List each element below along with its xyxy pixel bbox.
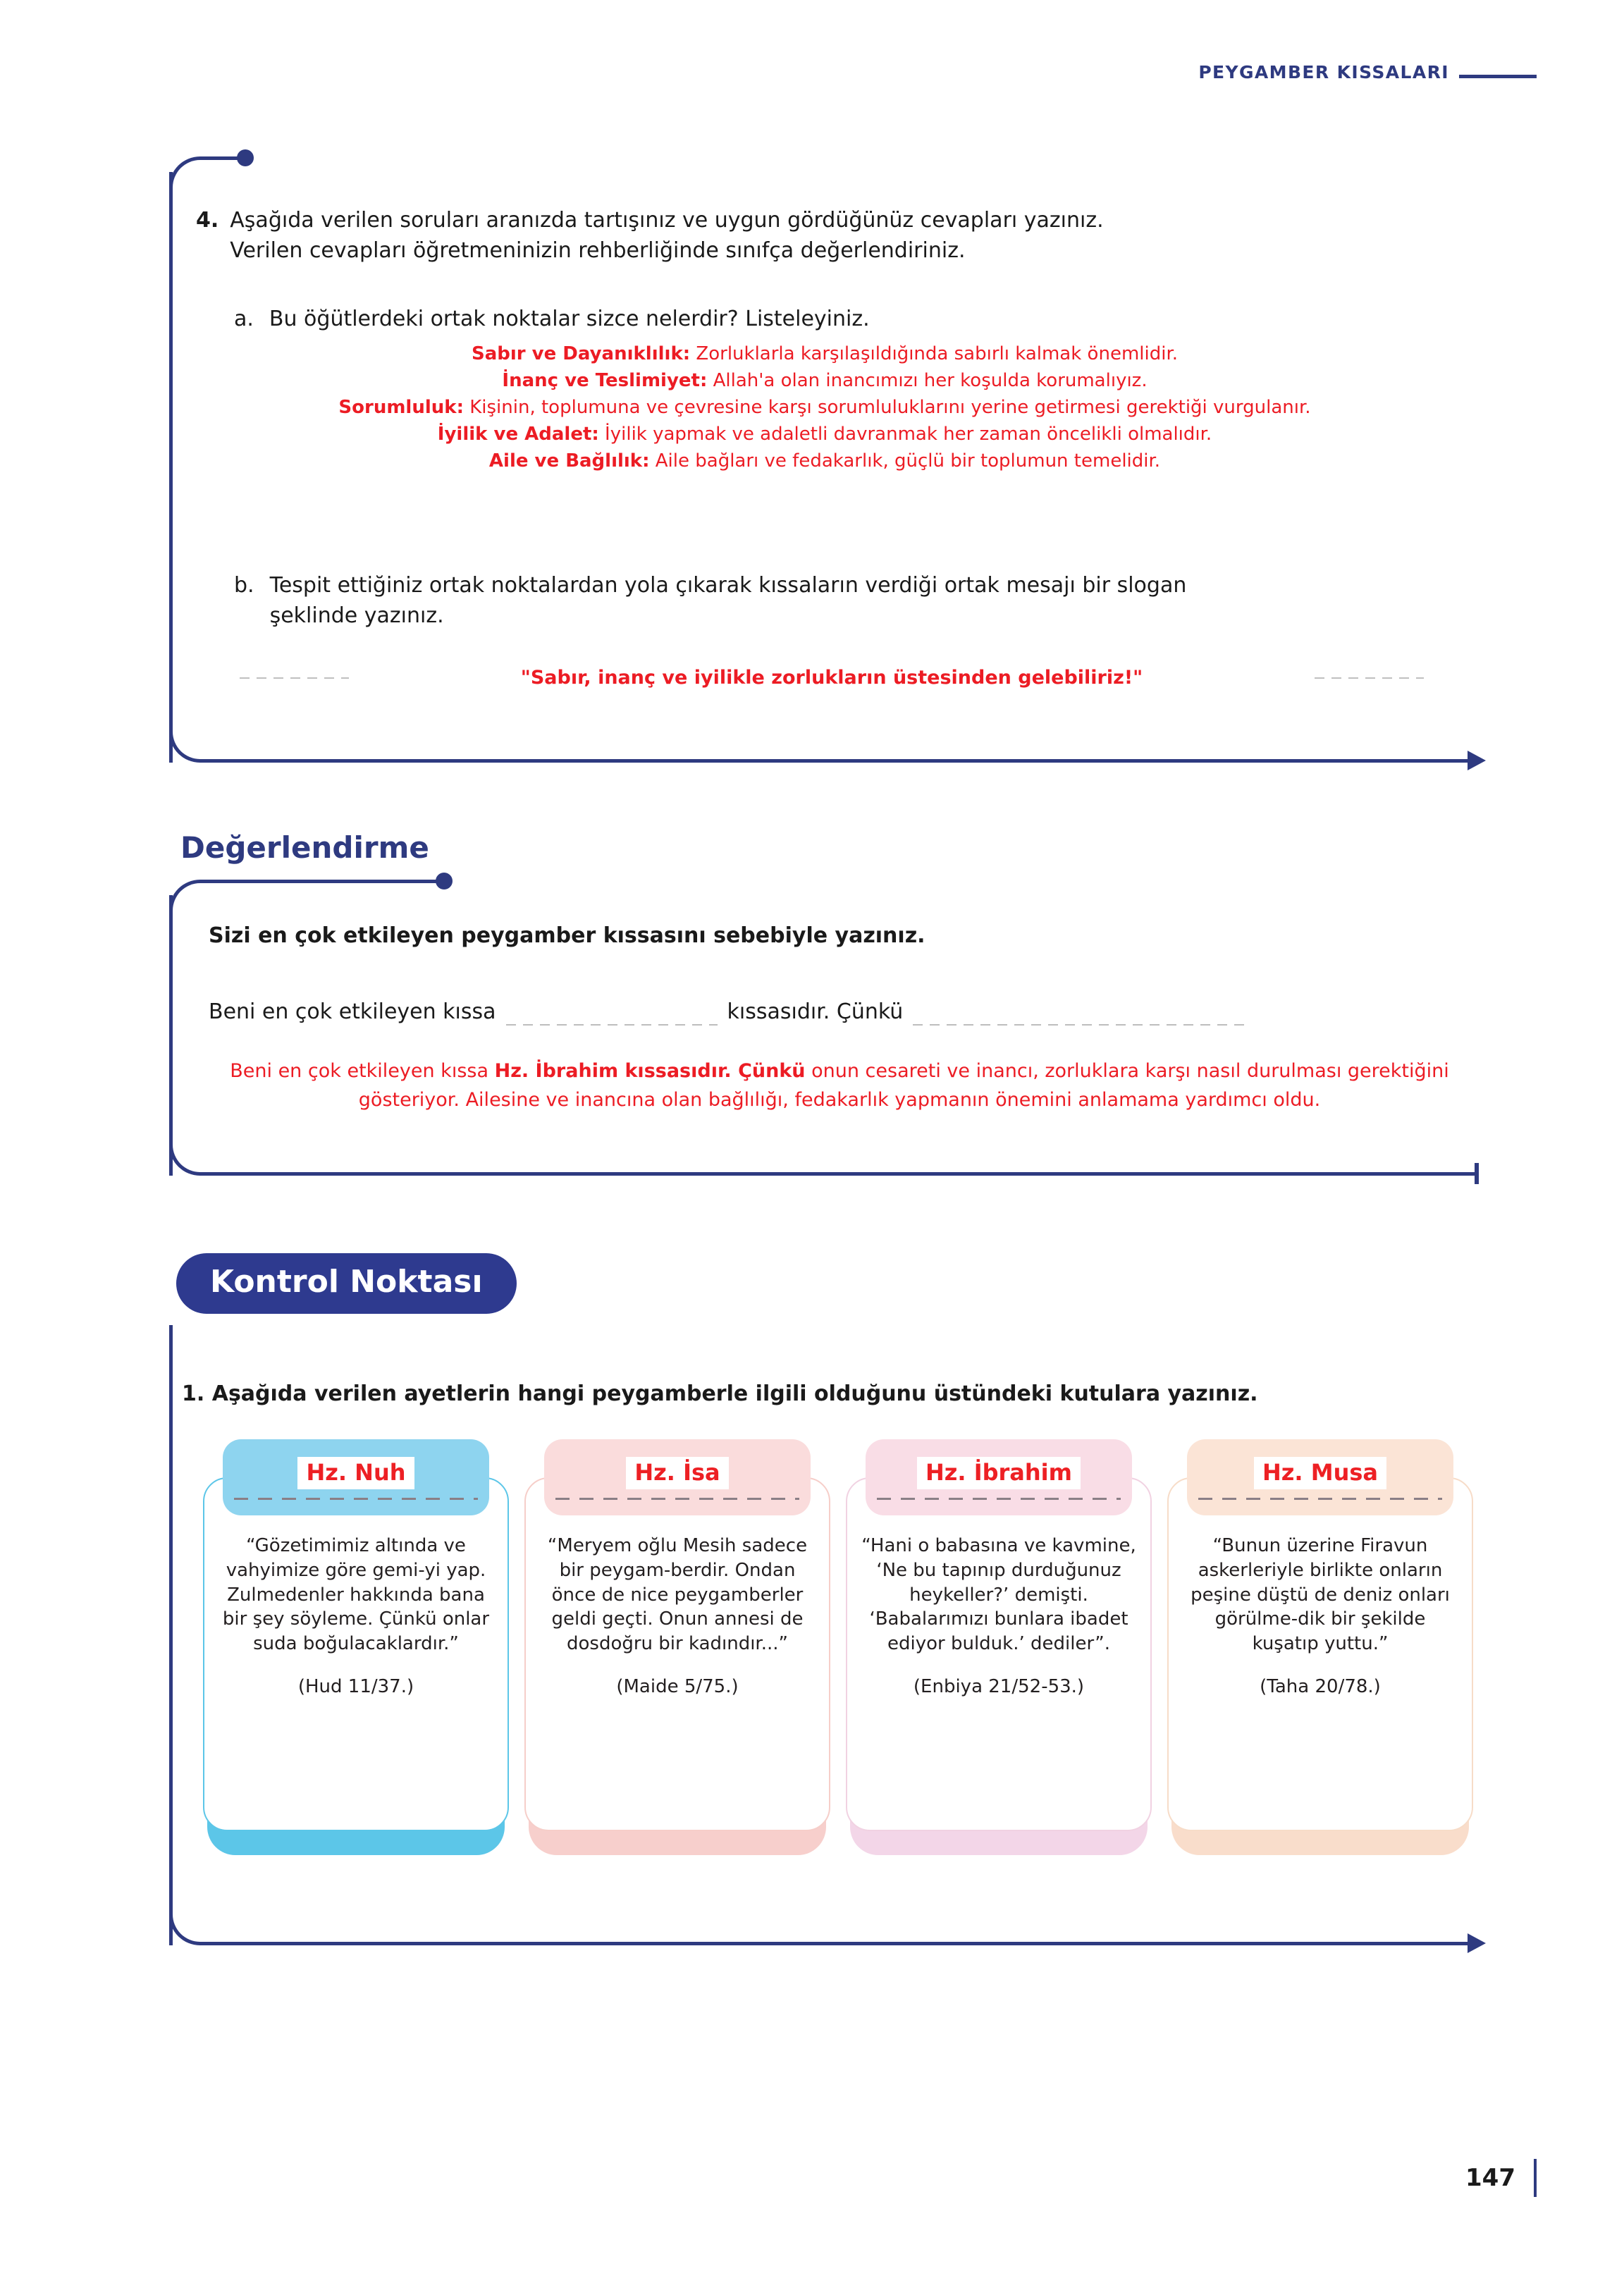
answer-label: Aile ve Bağlılık:: [488, 450, 650, 472]
subquestion-a: [234, 304, 1432, 335]
frame-start-dot: [436, 873, 453, 889]
frame-arrow-icon: [1468, 1933, 1486, 1953]
answer-line: [211, 368, 1438, 395]
ayet-card-list: [203, 1439, 1473, 1855]
slogan-answer-row: [240, 667, 1424, 689]
frame-top-line: [200, 156, 242, 160]
answer-text: Zorluklarla karşılaşıldığında sabırlı kalmak önemlidir.: [690, 343, 1179, 364]
frame-corner-bottom-left: [169, 1914, 200, 1945]
card-body: [203, 1477, 509, 1831]
activity-number: 4.: [196, 208, 219, 233]
card-quote: “Meryem oğlu Mesih sadece bir peygam-berdir. Ondan önce de nice peygamberler geldi geçti. Onun annesi de dosdoğru bir kadındır...”: [547, 1535, 808, 1655]
subquestion-b-line-1: Tespit ettiğiniz ortak noktalardan yola çıkarak kıssaların verdiği ortak mesajı bir slogan: [269, 573, 1187, 598]
page-footer: [1465, 2159, 1537, 2197]
answer-label: Sabır ve Dayanıklılık:: [471, 343, 691, 364]
card-reference: (Enbiya 21/52-53.): [913, 1676, 1085, 1698]
frame-corner-bottom-left: [169, 1145, 200, 1176]
checkpoint-question: [182, 1381, 1258, 1406]
evaluation-heading: Değerlendirme: [180, 830, 429, 865]
fill-middle-label: kıssasıdır. Çünkü: [727, 999, 904, 1024]
card-name-blank[interactable]: [877, 1498, 1121, 1500]
subquestion-b-letter: b.: [234, 573, 254, 598]
subquestion-a-letter: a.: [234, 307, 254, 331]
evaluation-fill-row: [209, 999, 1244, 1024]
instruction-line-2: Verilen cevapları öğretmeninizin rehberliğinde sınıfça değerlendiriniz.: [230, 238, 966, 263]
card-quote: “Hani o babasına ve kavmine, ‘Ne bu tapınıp durduğunuz heykeller?’ demişti. ‘Babalarımızı bunlara ibadet ediyor bulduk.’ dediler”.: [861, 1535, 1136, 1655]
card-prophet-name: Hz. İsa: [626, 1457, 728, 1489]
card-header[interactable]: [223, 1439, 489, 1515]
answer-label: Sorumluluk:: [338, 396, 464, 418]
card-header[interactable]: [1187, 1439, 1453, 1515]
card-body: [1167, 1477, 1473, 1831]
fill-prefix-label: Beni en çok etkileyen kıssa: [209, 999, 496, 1024]
page-number: 147: [1465, 2164, 1515, 2192]
activity-instruction: [196, 206, 1422, 266]
evaluation-answer-rest: onun cesareti ve inancı, zorluklara karşı nasıl durulması gerektiğini gösteriyor. Ailesine ve inancına olan bağlılığı, fedakarlık yapmanın önemini anlamama yardımcı oldu.: [358, 1060, 1449, 1111]
frame-corner-top-left: [169, 880, 200, 911]
card-name-blank[interactable]: [1198, 1498, 1442, 1500]
fill-blank-cunku[interactable]: [913, 1024, 1244, 1026]
card-header[interactable]: [866, 1439, 1132, 1515]
evaluation-answer-bold: Hz. İbrahim kıssasıdır. Çünkü: [494, 1060, 806, 1082]
answer-line: [211, 341, 1438, 368]
checkpoint-badge: Kontrol Noktası: [176, 1253, 517, 1314]
answer-line: [211, 448, 1438, 475]
card-quote: “Gözetimimiz altında ve vahyimize göre gemi-yi yap. Zulmedenler hakkında bana bir şey söyleme. Çünkü onlar suda boğulacaklardır.”: [222, 1535, 490, 1655]
subquestion-b-line-2: şeklinde yazınız.: [269, 603, 444, 628]
subquestion-a-text: Bu öğütlerdeki ortak noktalar sizce nelerdir? Listeleyiniz.: [269, 307, 870, 331]
evaluation-answer-pre: Beni en çok etkileyen kıssa: [230, 1060, 495, 1082]
answer-text: Allah'a olan inancımızı her koşulda korumalıyız.: [707, 369, 1148, 391]
subquestion-b: [234, 571, 1432, 631]
frame-start-dot: [237, 149, 254, 166]
activity-instruction-text: [230, 206, 1103, 266]
instruction-line-1: Aşağıda verilen soruları aranızda tartışınız ve uygun gördüğünüz cevapları yazınız.: [230, 208, 1104, 233]
frame-bottom-line: [200, 759, 1469, 763]
frame-bottom-line: [200, 1172, 1476, 1176]
card-reference: (Taha 20/78.): [1260, 1676, 1381, 1698]
header-rule: [1459, 75, 1537, 78]
frame-left-line: [169, 1325, 173, 1945]
evaluation-answer: [209, 1057, 1470, 1114]
fill-blank-kissa[interactable]: [506, 1024, 718, 1026]
footer-rule: [1534, 2159, 1537, 2197]
card-name-blank[interactable]: [555, 1498, 799, 1500]
card-header[interactable]: [544, 1439, 811, 1515]
card-reference: (Hud 11/37.): [297, 1676, 414, 1698]
subquestion-a-answer: [211, 341, 1438, 475]
answer-text: Aile bağları ve fedakarlık, güçlü bir toplumun temelidir.: [649, 450, 1161, 472]
frame-left-line: [169, 172, 173, 763]
card-name-blank[interactable]: [234, 1498, 478, 1500]
slogan-blank-right[interactable]: [1315, 677, 1424, 679]
subquestion-b-text: [270, 571, 1187, 631]
card-prophet-name: Hz. İbrahim: [917, 1457, 1081, 1489]
card-body: [524, 1477, 830, 1831]
ayet-card: [203, 1439, 509, 1855]
frame-top-line: [200, 880, 440, 883]
answer-line: [211, 395, 1438, 421]
frame-end-tick: [1475, 1163, 1479, 1184]
ayet-card: [846, 1439, 1152, 1855]
card-prophet-name: Hz. Nuh: [297, 1457, 414, 1489]
checkpoint-question-text: Aşağıda verilen ayetlerin hangi peygamberle ilgili olduğunu üstündeki kutulara yazınız.: [211, 1381, 1258, 1406]
answer-text: Kişinin, toplumuna ve çevresine karşı sorumluluklarını yerine getirmesi gerektiği vurgulanır.: [463, 396, 1311, 418]
frame-left-line: [169, 895, 173, 1176]
slogan-answer-text: "Sabır, inanç ve iyilikle zorlukların üstesinden gelebiliriz!": [520, 667, 1143, 689]
frame-corner-top-left: [169, 156, 200, 187]
card-reference: (Maide 5/75.): [616, 1676, 739, 1698]
slogan-blank-left[interactable]: [240, 677, 349, 679]
ayet-card: [1167, 1439, 1473, 1855]
card-prophet-name: Hz. Musa: [1254, 1457, 1386, 1489]
frame-bottom-line: [200, 1942, 1469, 1945]
answer-line: [211, 421, 1438, 448]
chapter-title: PEYGAMBER KISSALARI: [1198, 62, 1449, 82]
frame-arrow-icon: [1468, 751, 1486, 770]
answer-label: İyilik ve Adalet:: [437, 423, 599, 445]
evaluation-prompt: Sizi en çok etkileyen peygamber kıssasını sebebiyle yazınız.: [209, 923, 925, 948]
frame-corner-bottom-left: [169, 732, 200, 763]
page-header: [1198, 62, 1537, 82]
answer-label: İnanç ve Teslimiyet:: [502, 369, 708, 391]
answer-text: İyilik yapmak ve adaletli davranmak her zaman öncelikli olmalıdır.: [598, 423, 1212, 445]
card-body: [846, 1477, 1152, 1831]
card-quote: “Bunun üzerine Firavun askerleriyle birlikte onların peşine düştü de deniz onları görülme-dik bir şekilde kuşatıp yuttu.”: [1191, 1535, 1450, 1655]
ayet-card: [524, 1439, 830, 1855]
checkpoint-question-number: 1.: [182, 1381, 205, 1406]
